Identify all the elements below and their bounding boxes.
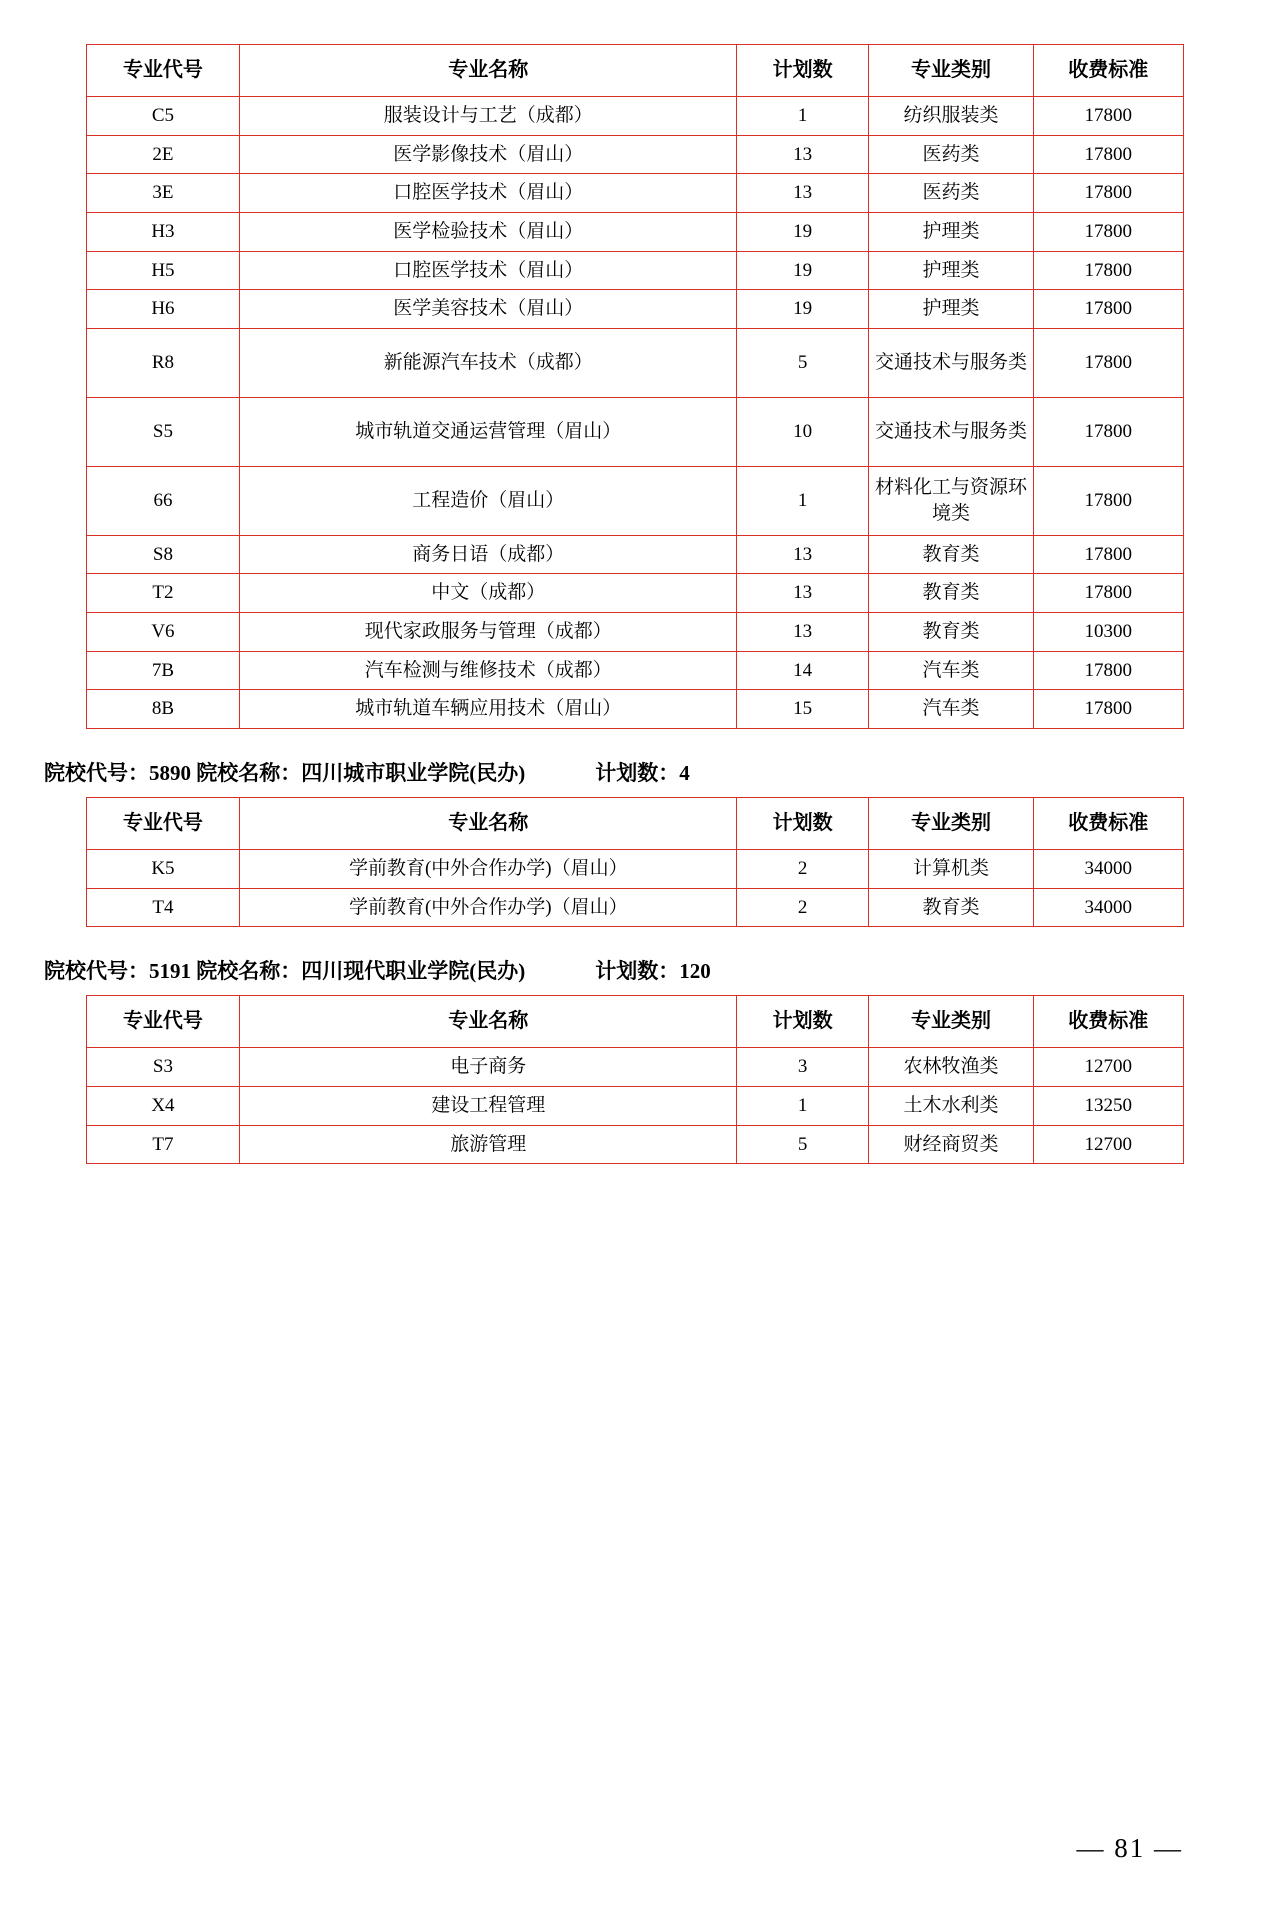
- cell-code: C5: [86, 97, 240, 136]
- cell-name: 汽车检测与维修技术（成都）: [240, 651, 737, 690]
- table-header-row: [86, 996, 1183, 1048]
- table-row: [86, 1086, 1183, 1125]
- cell-code: R8: [86, 328, 240, 397]
- cell-code: H3: [86, 212, 240, 251]
- table-row: [86, 850, 1183, 889]
- cell-category: 教育类: [869, 888, 1034, 927]
- cell-fee: 17800: [1033, 651, 1183, 690]
- cell-name: 城市轨道交通运营管理（眉山）: [240, 397, 737, 466]
- cell-fee: 17800: [1033, 97, 1183, 136]
- cell-code: X4: [86, 1086, 240, 1125]
- cell-name: 中文（成都）: [240, 574, 737, 613]
- school-heading-plan-count: 计划数：120: [595, 959, 711, 984]
- cell-code: 7B: [86, 651, 240, 690]
- table-header-row: [86, 798, 1183, 850]
- cell-category: 农林牧渔类: [869, 1048, 1034, 1087]
- table-row: [86, 135, 1183, 174]
- cell-category: 财经商贸类: [869, 1125, 1034, 1164]
- cell-plan: 10: [737, 397, 869, 466]
- cell-name: 旅游管理: [240, 1125, 737, 1164]
- cell-category: 教育类: [869, 535, 1034, 574]
- cell-category: 交通技术与服务类: [869, 328, 1034, 397]
- cell-fee: 34000: [1033, 850, 1183, 889]
- cell-plan: 13: [737, 135, 869, 174]
- page-number: — 81 —: [1076, 1833, 1183, 1863]
- column-header-code: 专业代号: [86, 45, 240, 97]
- table-row: [86, 574, 1183, 613]
- column-header-name: 专业名称: [240, 45, 737, 97]
- cell-plan: 13: [737, 535, 869, 574]
- school-heading-left: 院校代号：5191 院校名称：四川现代职业学院(民办): [44, 959, 526, 984]
- table-body: [86, 1048, 1183, 1164]
- cell-fee: 17800: [1033, 690, 1183, 729]
- cell-name: 口腔医学技术（眉山）: [240, 174, 737, 213]
- cell-plan: 19: [737, 212, 869, 251]
- table-body: [86, 850, 1183, 927]
- cell-category: 计算机类: [869, 850, 1034, 889]
- school-heading-left: 院校代号：5890 院校名称：四川城市职业学院(民办): [44, 761, 526, 786]
- table-row: [86, 466, 1183, 535]
- table-row: [86, 1125, 1183, 1164]
- cell-code: T7: [86, 1125, 240, 1164]
- cell-code: V6: [86, 613, 240, 652]
- cell-fee: 17800: [1033, 535, 1183, 574]
- cell-plan: 19: [737, 290, 869, 329]
- column-header-plan: 计划数: [737, 45, 869, 97]
- column-header-name: 专业名称: [240, 798, 737, 850]
- cell-category: 医药类: [869, 135, 1034, 174]
- column-header-category: 专业类别: [869, 45, 1034, 97]
- column-header-category: 专业类别: [869, 798, 1034, 850]
- cell-fee: 12700: [1033, 1125, 1183, 1164]
- cell-category: 护理类: [869, 212, 1034, 251]
- cell-fee: 17800: [1033, 212, 1183, 251]
- table-row: [86, 651, 1183, 690]
- table-row: [86, 174, 1183, 213]
- cell-fee: 12700: [1033, 1048, 1183, 1087]
- column-header-name: 专业名称: [240, 996, 737, 1048]
- cell-code: 8B: [86, 690, 240, 729]
- cell-name: 学前教育(中外合作办学)（眉山）: [240, 888, 737, 927]
- column-header-plan: 计划数: [737, 798, 869, 850]
- cell-plan: 1: [737, 97, 869, 136]
- cell-category: 护理类: [869, 290, 1034, 329]
- plan-table-3: [86, 995, 1184, 1164]
- table-header: [86, 45, 1183, 97]
- cell-category: 纺织服装类: [869, 97, 1034, 136]
- cell-name: 电子商务: [240, 1048, 737, 1087]
- cell-name: 医学美容技术（眉山）: [240, 290, 737, 329]
- cell-code: 66: [86, 466, 240, 535]
- cell-code: 2E: [86, 135, 240, 174]
- table-row: [86, 397, 1183, 466]
- cell-code: S3: [86, 1048, 240, 1087]
- cell-plan: 1: [737, 466, 869, 535]
- plan-table-1-wrapper: [40, 44, 1229, 729]
- cell-code: K5: [86, 850, 240, 889]
- cell-plan: 13: [737, 613, 869, 652]
- table-row: [86, 97, 1183, 136]
- table-row: [86, 212, 1183, 251]
- table-body: [86, 97, 1183, 729]
- column-header-fee: 收费标准: [1033, 798, 1183, 850]
- cell-fee: 10300: [1033, 613, 1183, 652]
- cell-category: 交通技术与服务类: [869, 397, 1034, 466]
- cell-fee: 17800: [1033, 328, 1183, 397]
- cell-category: 医药类: [869, 174, 1034, 213]
- cell-name: 医学检验技术（眉山）: [240, 212, 737, 251]
- cell-code: S5: [86, 397, 240, 466]
- cell-fee: 34000: [1033, 888, 1183, 927]
- cell-name: 医学影像技术（眉山）: [240, 135, 737, 174]
- cell-category: 护理类: [869, 251, 1034, 290]
- cell-category: 材料化工与资源环境类: [869, 466, 1034, 535]
- cell-fee: 17800: [1033, 135, 1183, 174]
- table-row: [86, 290, 1183, 329]
- cell-category: 汽车类: [869, 651, 1034, 690]
- cell-category: 汽车类: [869, 690, 1034, 729]
- column-header-fee: 收费标准: [1033, 996, 1183, 1048]
- cell-category: 教育类: [869, 613, 1034, 652]
- cell-name: 建设工程管理: [240, 1086, 737, 1125]
- school-heading-plan-count: 计划数：4: [595, 761, 690, 786]
- cell-plan: 13: [737, 174, 869, 213]
- table-row: [86, 535, 1183, 574]
- cell-code: 3E: [86, 174, 240, 213]
- cell-name: 工程造价（眉山）: [240, 466, 737, 535]
- cell-fee: 13250: [1033, 1086, 1183, 1125]
- cell-plan: 5: [737, 328, 869, 397]
- cell-plan: 14: [737, 651, 869, 690]
- column-header-fee: 收费标准: [1033, 45, 1183, 97]
- school-heading-5191: [40, 955, 1229, 985]
- table-row: [86, 613, 1183, 652]
- cell-plan: 3: [737, 1048, 869, 1087]
- plan-table-1: [86, 44, 1184, 729]
- table-row: [86, 251, 1183, 290]
- table-header-row: [86, 45, 1183, 97]
- cell-name: 学前教育(中外合作办学)（眉山）: [240, 850, 737, 889]
- cell-name: 新能源汽车技术（成都）: [240, 328, 737, 397]
- cell-fee: 17800: [1033, 397, 1183, 466]
- cell-name: 城市轨道车辆应用技术（眉山）: [240, 690, 737, 729]
- cell-name: 口腔医学技术（眉山）: [240, 251, 737, 290]
- cell-code: T4: [86, 888, 240, 927]
- cell-plan: 2: [737, 888, 869, 927]
- table-row: [86, 888, 1183, 927]
- cell-code: S8: [86, 535, 240, 574]
- cell-plan: 19: [737, 251, 869, 290]
- cell-fee: 17800: [1033, 574, 1183, 613]
- table-row: [86, 1048, 1183, 1087]
- cell-plan: 2: [737, 850, 869, 889]
- cell-plan: 13: [737, 574, 869, 613]
- table-row: [86, 328, 1183, 397]
- cell-plan: 5: [737, 1125, 869, 1164]
- cell-fee: 17800: [1033, 251, 1183, 290]
- cell-code: H5: [86, 251, 240, 290]
- cell-fee: 17800: [1033, 174, 1183, 213]
- column-header-code: 专业代号: [86, 798, 240, 850]
- cell-fee: 17800: [1033, 290, 1183, 329]
- cell-name: 商务日语（成都）: [240, 535, 737, 574]
- cell-fee: 17800: [1033, 466, 1183, 535]
- cell-name: 现代家政服务与管理（成都）: [240, 613, 737, 652]
- table-header: [86, 798, 1183, 850]
- column-header-plan: 计划数: [737, 996, 869, 1048]
- cell-category: 教育类: [869, 574, 1034, 613]
- column-header-code: 专业代号: [86, 996, 240, 1048]
- cell-code: H6: [86, 290, 240, 329]
- cell-plan: 15: [737, 690, 869, 729]
- plan-table-2: [86, 797, 1184, 927]
- table-header: [86, 996, 1183, 1048]
- table-row: [86, 690, 1183, 729]
- school-heading-5890: [40, 757, 1229, 787]
- column-header-category: 专业类别: [869, 996, 1034, 1048]
- cell-category: 土木水利类: [869, 1086, 1034, 1125]
- cell-code: T2: [86, 574, 240, 613]
- cell-name: 服装设计与工艺（成都）: [240, 97, 737, 136]
- cell-plan: 1: [737, 1086, 869, 1125]
